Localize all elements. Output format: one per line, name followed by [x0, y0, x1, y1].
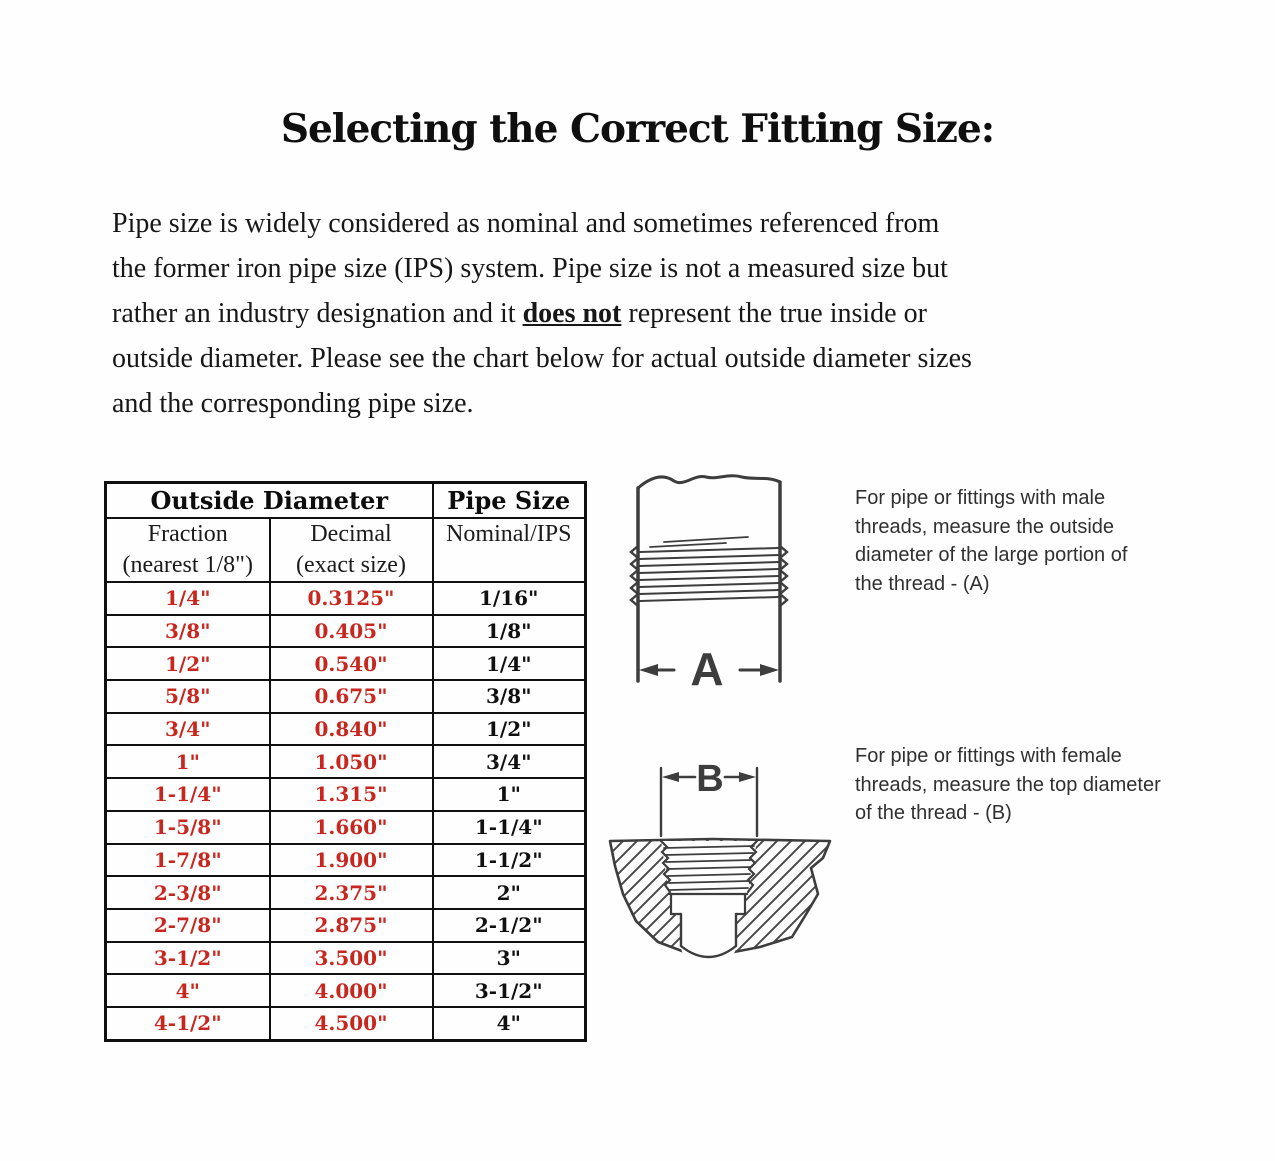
paragraph-line: the former iron pipe size (IPS) system. Pipe size is not a measured size but — [112, 253, 948, 284]
table-row — [106, 745, 586, 778]
cell-decimal: 0.405" — [270, 615, 433, 648]
male-thread-note: For pipe or fittings with male threads, measure the outside diameter of the large portion of the thread - (A) — [855, 487, 1128, 595]
cell-decimal: 2.375" — [270, 876, 433, 909]
table-row — [106, 615, 586, 648]
page-title: Selecting the Correct Fitting Size: — [280, 106, 995, 152]
cell-fraction: 4" — [106, 974, 270, 1007]
table-row — [106, 778, 586, 811]
cell-nominal: 3" — [433, 942, 586, 975]
cell-fraction: 3-1/2" — [106, 942, 270, 975]
cell-fraction: 2-7/8" — [106, 909, 270, 942]
table-row — [106, 876, 586, 909]
table-header-row — [106, 483, 586, 519]
cell-nominal: 3/4" — [433, 745, 586, 778]
paragraph-line: Pipe size is widely considered as nominal and sometimes referenced from — [112, 208, 940, 239]
emphasized-does-not: does not — [522, 298, 622, 329]
cell-nominal: 3/8" — [433, 680, 586, 713]
cell-fraction: 2-3/8" — [106, 876, 270, 909]
dimension-b-label: B — [696, 758, 724, 800]
column-header-outside-diameter: Outside Diameter — [106, 483, 433, 519]
cell-nominal: 3-1/2" — [433, 974, 586, 1007]
cell-decimal: 1.315" — [270, 778, 433, 811]
cell-decimal: 4.500" — [270, 1007, 433, 1040]
table-row — [106, 844, 586, 877]
cell-fraction: 5/8" — [106, 680, 270, 713]
cell-nominal: 1" — [433, 778, 586, 811]
table-row — [106, 647, 586, 680]
intro-paragraph — [112, 201, 1232, 426]
paragraph-line: outside diameter. Please see the chart below for actual outside diameter sizes — [112, 343, 972, 374]
cell-decimal: 0.3125" — [270, 582, 433, 615]
cell-decimal: 3.500" — [270, 942, 433, 975]
paragraph-line: rather an industry designation and it does not represent the true inside or — [112, 298, 927, 329]
cell-decimal: 2.875" — [270, 909, 433, 942]
table-row — [106, 974, 586, 1007]
pipe-size-table — [104, 481, 587, 1042]
column-header-nominal: Nominal/IPS — [433, 518, 586, 582]
cell-fraction: 1-5/8" — [106, 811, 270, 844]
cell-fraction: 1" — [106, 745, 270, 778]
table-row — [106, 909, 586, 942]
cell-fraction: 1/2" — [106, 647, 270, 680]
cell-fraction: 4-1/2" — [106, 1007, 270, 1040]
cell-fraction: 3/8" — [106, 615, 270, 648]
column-header-pipe-size: Pipe Size — [433, 483, 586, 519]
table-row — [106, 1007, 586, 1040]
cell-nominal: 1/4" — [433, 647, 586, 680]
male-thread-drawing-icon — [606, 468, 792, 690]
cell-nominal: 2-1/2" — [433, 909, 586, 942]
dimension-a-label: A — [690, 643, 724, 690]
cell-fraction: 1/4" — [106, 582, 270, 615]
column-header-fraction: Fraction (nearest 1/8") — [106, 518, 270, 582]
female-thread-diagram — [594, 744, 866, 1003]
cell-nominal: 1/2" — [433, 713, 586, 746]
cell-nominal: 2" — [433, 876, 586, 909]
table-row — [106, 582, 586, 615]
cell-fraction: 3/4" — [106, 713, 270, 746]
cell-fraction: 1-1/4" — [106, 778, 270, 811]
female-thread-note: For pipe or fittings with female threads, measure the top diameter of the thread - (B) — [855, 745, 1161, 824]
table-row — [106, 811, 586, 844]
table-subheader-row — [106, 518, 586, 582]
cell-decimal: 0.540" — [270, 647, 433, 680]
table-row — [106, 942, 586, 975]
cell-nominal: 4" — [433, 1007, 586, 1040]
cell-decimal: 1.900" — [270, 844, 433, 877]
table-row — [106, 680, 586, 713]
male-thread-diagram — [606, 468, 792, 695]
female-thread-drawing-icon — [594, 744, 866, 998]
cell-decimal: 0.840" — [270, 713, 433, 746]
cell-fraction: 1-7/8" — [106, 844, 270, 877]
paragraph-line: and the corresponding pipe size. — [112, 388, 474, 419]
cell-decimal: 4.000" — [270, 974, 433, 1007]
cell-decimal: 1.050" — [270, 745, 433, 778]
table-row — [106, 713, 586, 746]
cell-nominal: 1/16" — [433, 582, 586, 615]
cell-decimal: 1.660" — [270, 811, 433, 844]
cell-nominal: 1/8" — [433, 615, 586, 648]
cell-decimal: 0.675" — [270, 680, 433, 713]
column-header-decimal: Decimal (exact size) — [270, 518, 433, 582]
cell-nominal: 1-1/4" — [433, 811, 586, 844]
cell-nominal: 1-1/2" — [433, 844, 586, 877]
